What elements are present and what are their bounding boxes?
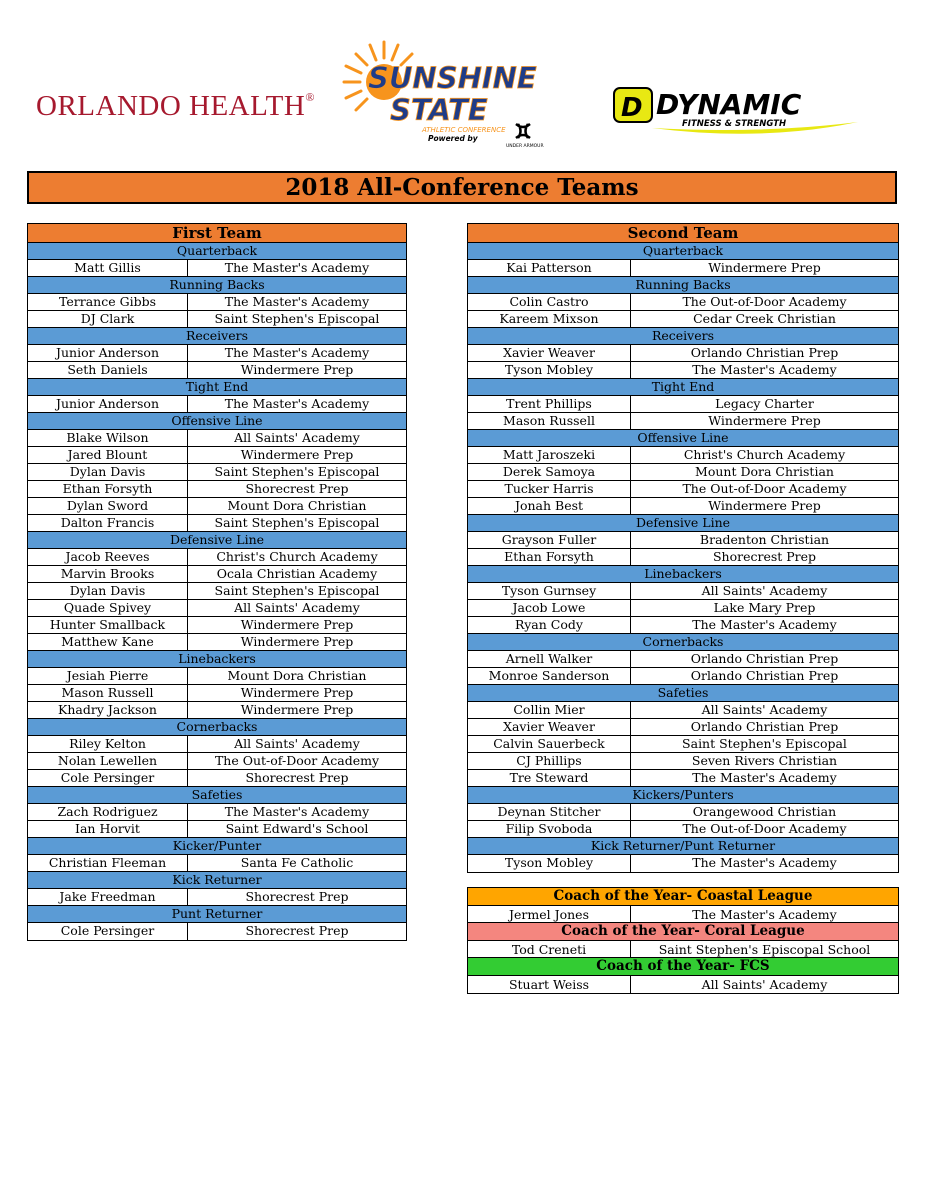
player-row [468,770,898,787]
player-row [28,311,406,328]
player-name: Tyson Gurnsey [468,583,631,599]
player-row [468,464,898,481]
fitness-strength-text: FITNESS & STRENGTH [682,119,787,129]
player-school: Mount Dora Christian [695,464,834,479]
position-header: Kickers/Punters [468,787,898,804]
player-name: Quade Spivey [28,600,188,616]
player-name: Jacob Reeves [28,549,188,565]
coach-of-year-table [467,887,899,994]
player-row [468,532,898,549]
player-name: Xavier Weaver [468,345,631,361]
team-heading: First Team [28,224,406,243]
player-row [468,719,898,736]
player-row [468,736,898,753]
coach-name: Tod Creneti [468,941,631,958]
coach-name: Stuart Weiss [468,976,631,994]
player-row [28,685,406,702]
player-school: The Out-of-Door Academy [682,821,847,836]
player-name: Marvin Brooks [28,566,188,582]
player-row [468,413,898,430]
player-name: Tyson Mobley [468,855,631,872]
player-row [28,600,406,617]
player-school: Saint Stephen's Episcopal [214,515,380,530]
player-name: Jacob Lowe [468,600,631,616]
coach-row [468,906,898,924]
coach-award-title: Coach of the Year- Coral League [468,923,898,941]
player-name: Hunter Smallback [28,617,188,633]
player-row [28,583,406,600]
player-row [28,923,406,940]
player-school: Windermere Prep [240,685,354,700]
player-name: Mason Russell [468,413,631,429]
player-school: The Master's Academy [692,855,837,870]
player-school: Windermere Prep [708,498,821,513]
coach-award-title: Coach of the Year- FCS [468,958,898,976]
position-header: Quarterback [468,243,898,260]
player-school: Christ's Church Academy [683,447,846,462]
player-school: Shorecrest Prep [245,481,349,496]
player-name: Ian Horvit [28,821,188,837]
player-row [28,294,406,311]
player-row [468,311,898,328]
player-row [468,668,898,685]
under-armour-icon [516,124,530,138]
player-row [468,294,898,311]
player-name: Dalton Francis [28,515,188,531]
player-school: Saint Edward's School [225,821,369,836]
player-name: Tre Steward [468,770,631,786]
player-school: Mount Dora Christian [227,498,367,513]
player-school: Legacy Charter [715,396,814,411]
player-name: Deynan Stitcher [468,804,631,820]
coach-row [468,976,898,994]
player-name: Dylan Davis [28,464,188,480]
player-row [468,447,898,464]
position-header: Punt Returner [28,906,406,923]
player-name: Seth Daniels [28,362,188,378]
registered-mark: ® [305,90,315,104]
orlando-health-logo [36,90,326,120]
player-name: Zach Rodriguez [28,804,188,820]
player-row [28,430,406,447]
player-school: Windermere Prep [240,617,354,632]
player-row [468,345,898,362]
player-row [28,617,406,634]
player-row [28,770,406,787]
player-name: Dylan Davis [28,583,188,599]
powered-by-text: Powered by [428,134,478,143]
position-header: Offensive Line [468,430,898,447]
player-row [468,362,898,379]
player-school: Shorecrest Prep [712,549,817,564]
coach-row [468,941,898,959]
player-school: The Master's Academy [224,804,370,819]
player-name: Grayson Fuller [468,532,631,548]
player-row [28,889,406,906]
position-header: Cornerbacks [28,719,406,736]
player-school: Orlando Christian Prep [690,651,839,666]
player-name: Jesiah Pierre [28,668,188,684]
position-header: Defensive Line [28,532,406,549]
player-row [28,821,406,838]
player-row [468,481,898,498]
player-school: Saint Stephen's Episcopal [214,311,380,326]
player-name: Kareem Mixson [468,311,631,327]
player-school: Cedar Creek Christian [693,311,836,326]
player-row [28,702,406,719]
player-name: Junior Anderson [28,345,188,361]
player-school: All Saints' Academy [234,736,360,751]
player-row [468,855,898,872]
player-row [468,396,898,413]
second-team-table [467,223,899,873]
first-team-table [27,223,407,941]
position-header: Running Backs [28,277,406,294]
player-name: Xavier Weaver [468,719,631,735]
player-row [468,549,898,566]
coach-school: Saint Stephen's Episcopal School [658,941,871,957]
page-title: 2018 All-Conference Teams [27,171,897,204]
player-row [468,617,898,634]
player-name: Matt Jaroszeki [468,447,631,463]
player-row [28,464,406,481]
player-name: Dylan Sword [28,498,188,514]
player-school: All Saints' Academy [701,583,828,598]
player-name: Riley Kelton [28,736,188,752]
player-school: The Master's Academy [224,260,370,275]
position-header: Kick Returner [28,872,406,889]
player-name: Terrance Gibbs [28,294,188,310]
player-name: Jake Freedman [28,889,188,905]
player-school: Windermere Prep [708,413,821,428]
player-row [28,855,406,872]
under-armour-text: UNDER ARMOUR [506,144,544,149]
player-row [468,753,898,770]
player-name: Nolan Lewellen [28,753,188,769]
player-row [468,702,898,719]
position-header: Receivers [468,328,898,345]
position-header: Kick Returner/Punt Returner [468,838,898,855]
sunshine-word: SUNSHINE [368,61,537,95]
player-name: Jared Blount [28,447,188,463]
player-row [468,804,898,821]
position-header: Offensive Line [28,413,406,430]
player-row [28,447,406,464]
player-school: The Master's Academy [692,770,837,785]
player-name: Kai Patterson [468,260,631,276]
player-row [468,651,898,668]
player-name: Ethan Forsyth [28,481,188,497]
player-name: Khadry Jackson [28,702,188,718]
player-name: Cole Persinger [28,923,188,940]
position-header: Cornerbacks [468,634,898,651]
player-school: Bradenton Christian [699,532,830,547]
player-school: Shorecrest Prep [245,770,349,785]
position-header: Defensive Line [468,515,898,532]
player-row [28,515,406,532]
player-name: Ethan Forsyth [468,549,631,565]
sunshine-state-logo [336,40,566,152]
player-row [28,634,406,651]
player-row [28,566,406,583]
player-name: CJ Phillips [468,753,631,769]
player-row [28,549,406,566]
player-school: Windermere Prep [240,634,354,649]
player-row [28,668,406,685]
player-name: Trent Phillips [468,396,631,412]
position-header: Safeties [28,787,406,804]
position-header: Quarterback [28,243,406,260]
player-name: Mason Russell [28,685,188,701]
player-school: Shorecrest Prep [245,889,349,904]
team-heading: Second Team [468,224,898,243]
position-header: Safeties [468,685,898,702]
player-school: The Master's Academy [692,617,837,632]
player-row [28,753,406,770]
player-row [28,804,406,821]
coach-school: The Master's Academy [692,906,837,922]
player-school: Shorecrest Prep [245,923,349,938]
player-school: The Master's Academy [224,345,370,360]
player-name: Tucker Harris [468,481,631,497]
player-school: The Out-of-Door Academy [214,753,380,768]
player-school: Saint Stephen's Episcopal [682,736,847,751]
player-school: Windermere Prep [708,260,821,275]
player-row [468,600,898,617]
player-school: Seven Rivers Christian [691,753,838,768]
player-school: The Out-of-Door Academy [682,294,847,309]
player-name: Arnell Walker [468,651,631,667]
player-school: All Saints' Academy [701,702,828,717]
dynamic-fitness-logo [612,84,860,140]
player-name: Jonah Best [468,498,631,514]
state-word: STATE [390,93,488,127]
player-name: DJ Clark [28,311,188,327]
player-name: Collin Mier [468,702,631,718]
coach-school: All Saints' Academy [701,976,828,992]
player-name: Cole Persinger [28,770,188,786]
coach-name: Jermel Jones [468,906,631,923]
orlando-health-text: ORLANDO HEALTH [36,90,306,122]
player-name: Filip Svoboda [468,821,631,837]
player-school: The Master's Academy [224,396,370,411]
player-row [28,396,406,413]
player-school: Mount Dora Christian [227,668,367,683]
player-school: Orlando Christian Prep [690,668,839,683]
position-header: Tight End [28,379,406,396]
dynamic-mark-letter: D [621,93,643,123]
player-row [468,821,898,838]
player-name: Calvin Sauerbeck [468,736,631,752]
player-school: Saint Stephen's Episcopal [214,583,380,598]
player-school: Windermere Prep [240,362,354,377]
player-row [28,345,406,362]
position-header: Receivers [28,328,406,345]
player-school: Orlando Christian Prep [690,719,839,734]
player-row [28,498,406,515]
player-name: Christian Fleeman [28,855,188,871]
player-row [28,736,406,753]
player-school: Ocala Christian Academy [216,566,378,581]
player-name: Blake Wilson [28,430,188,446]
position-header: Running Backs [468,277,898,294]
player-row [28,260,406,277]
position-header: Tight End [468,379,898,396]
player-name: Matthew Kane [28,634,188,650]
player-school: Orangewood Christian [692,804,837,819]
player-name: Junior Anderson [28,396,188,412]
player-school: Saint Stephen's Episcopal [214,464,380,479]
player-school: The Master's Academy [224,294,370,309]
player-name: Ryan Cody [468,617,631,633]
player-school: Santa Fe Catholic [240,855,354,870]
player-school: The Master's Academy [692,362,837,377]
player-name: Tyson Mobley [468,362,631,378]
player-name: Colin Castro [468,294,631,310]
player-name: Derek Samoya [468,464,631,480]
player-row [468,260,898,277]
player-school: The Out-of-Door Academy [682,481,847,496]
player-school: All Saints' Academy [234,600,360,615]
player-name: Monroe Sanderson [468,668,631,684]
player-row [468,498,898,515]
position-header: Linebackers [28,651,406,668]
position-header: Kicker/Punter [28,838,406,855]
player-row [28,362,406,379]
player-school: Christ's Church Academy [216,549,378,564]
player-name: Matt Gillis [28,260,188,276]
player-row [28,481,406,498]
player-school: Windermere Prep [240,702,354,717]
player-school: Orlando Christian Prep [690,345,839,360]
player-row [468,583,898,600]
player-school: Lake Mary Prep [713,600,816,615]
athletic-conference-text: ATHLETIC CONFERENCE [422,126,506,134]
position-header: Linebackers [468,566,898,583]
player-school: All Saints' Academy [234,430,360,445]
dynamic-word: DYNAMIC [656,88,802,121]
coach-award-title: Coach of the Year- Coastal League [468,888,898,906]
player-school: Windermere Prep [240,447,354,462]
